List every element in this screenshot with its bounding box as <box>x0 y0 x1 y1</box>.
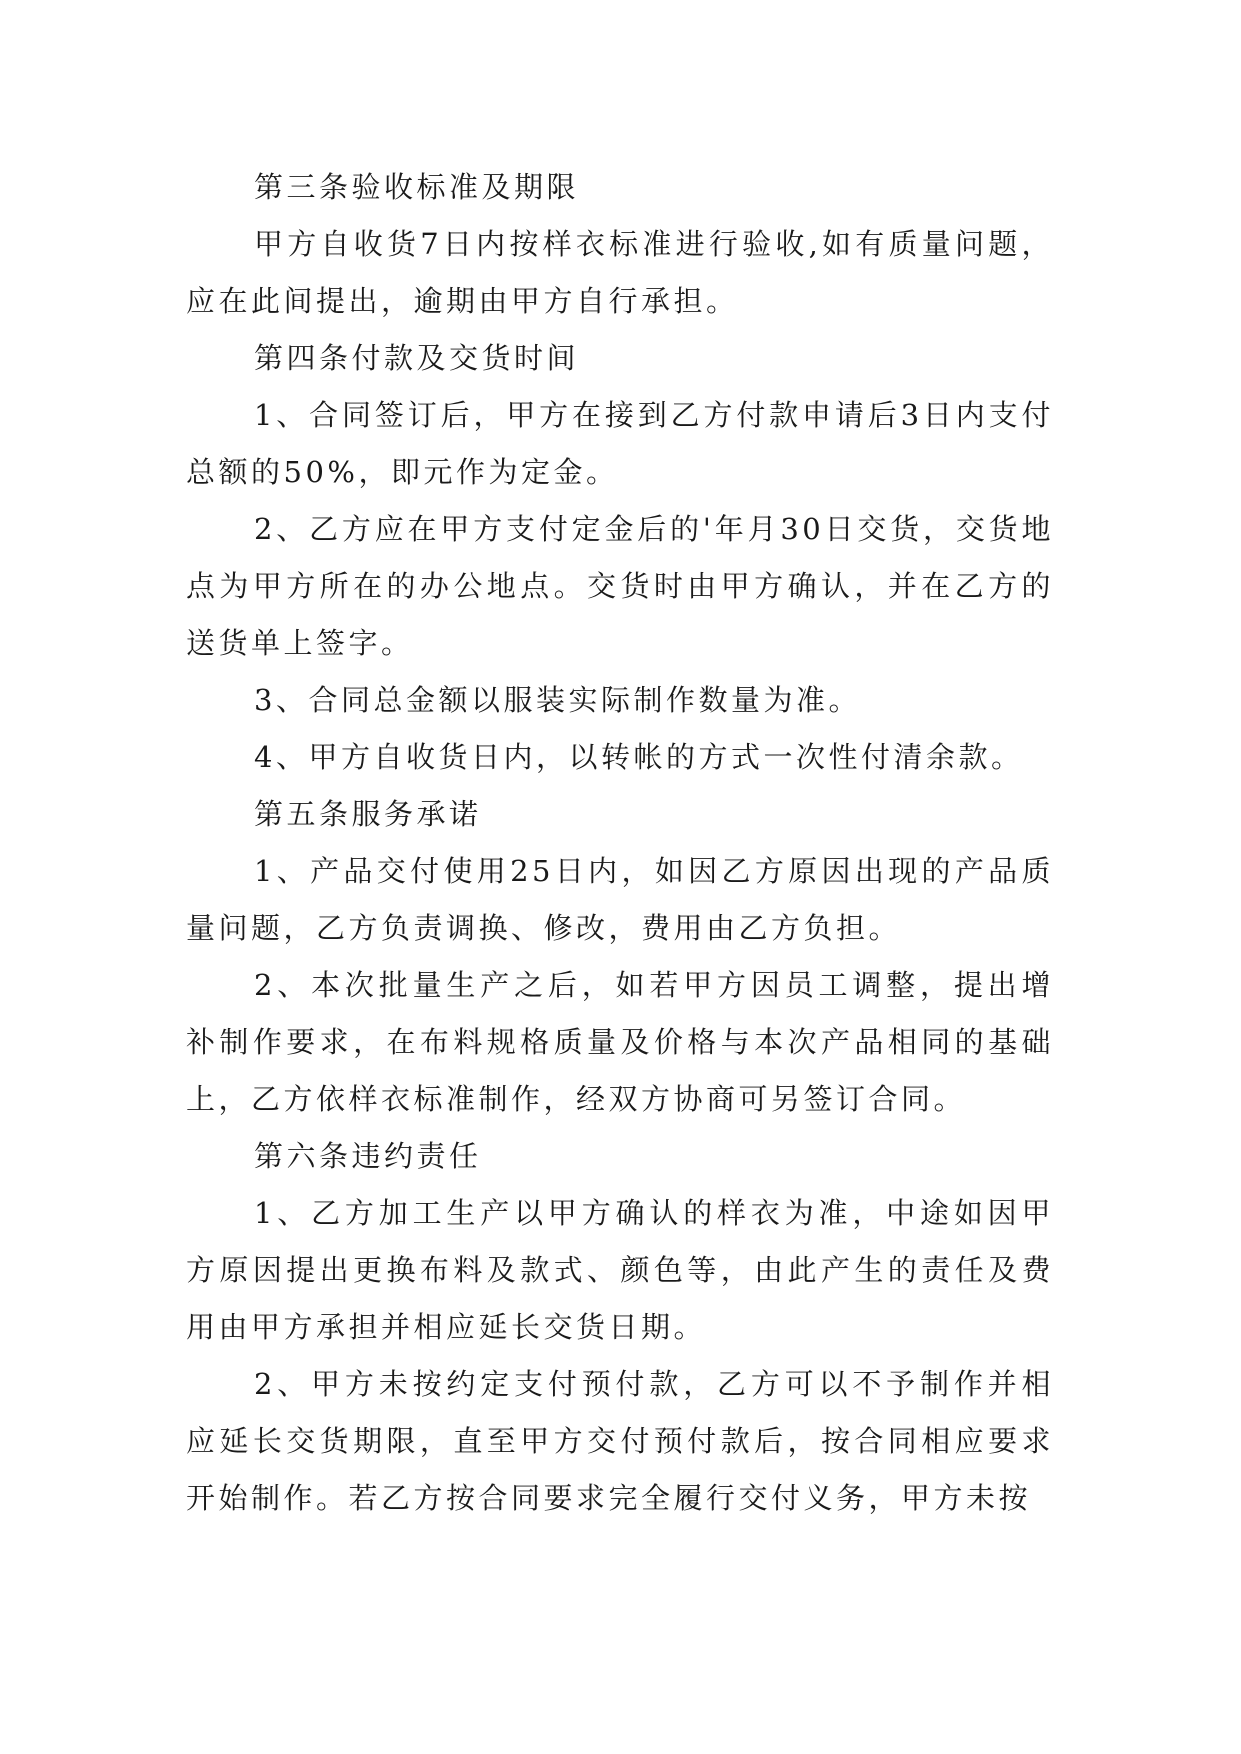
paragraph: 3、合同总金额以服装实际制作数量为准。 <box>254 683 861 717</box>
section-heading-4: 第四条付款及交货时间 <box>254 341 580 375</box>
paragraph: 4、甲方自收货日内，以转帐的方式一次性付清余款。 <box>254 740 1024 774</box>
section-heading-6: 第六条违约责任 <box>254 1139 482 1173</box>
document-body <box>186 159 1054 1527</box>
paragraph: 2、甲方未按约定支付预付款，乙方可以不予制作并相应延长交货期限，直至甲方交付预付款后，按合同相应要求开始制作。若乙方按合同要求完全履行交付义务，甲方未按 <box>186 1367 1054 1515</box>
paragraph: 2、乙方应在甲方支付定金后的'年月30日交货，交货地点为甲方所在的办公地点。交货时由甲方确认，并在乙方的送货单上签字。 <box>186 512 1054 660</box>
paragraph: 1、乙方加工生产以甲方确认的样衣为准，中途如因甲方原因提出更换布料及款式、颜色等，由此产生的责任及费用由甲方承担并相应延长交货日期。 <box>186 1196 1054 1344</box>
paragraph: 1、合同签订后，甲方在接到乙方付款申请后3日内支付总额的50%，即元作为定金。 <box>186 398 1054 489</box>
section-heading-5: 第五条服务承诺 <box>254 797 482 831</box>
section-heading-3: 第三条验收标准及期限 <box>254 170 580 204</box>
paragraph: 甲方自收货7日内按样衣标准进行验收,如有质量问题，应在此间提出，逾期由甲方自行承担。 <box>186 227 1054 318</box>
paragraph: 2、本次批量生产之后，如若甲方因员工调整，提出增补制作要求，在布料规格质量及价格与本次产品相同的基础上，乙方依样衣标准制作，经双方协商可另签订合同。 <box>186 968 1054 1116</box>
paragraph: 1、产品交付使用25日内，如因乙方原因出现的产品质量问题，乙方负责调换、修改，费用由乙方负担。 <box>186 854 1054 945</box>
